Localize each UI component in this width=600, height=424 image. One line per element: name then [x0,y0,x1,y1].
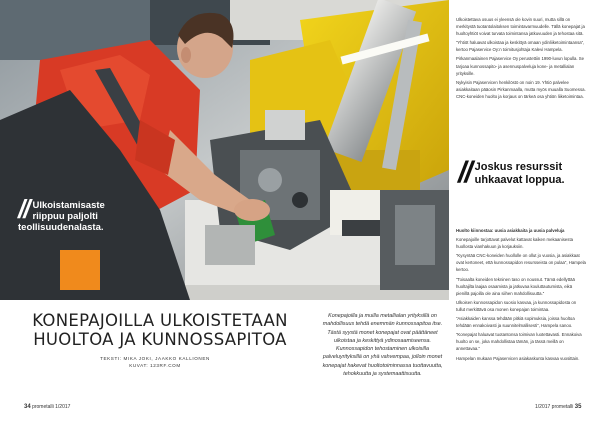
article-lead: Konepajoilla ja muilla metallialan yrityksillä on mahdollisuus tehdä enemmän kunnossapitoa itse. Tästä syystä monet konepajat ovat päättäneet ulkoistaa ja keskittyä ydinosaamiseensa. Kunnossapidon tehostaminen ulkoisilla palveluyrityksillä on yhä vahvempaa, jolloin monet konepajat hakevat huoltotoiminnassa tuottavuutta, tehokkuutta ja systemaattisuutta. [322,313,443,378]
footer-right [535,404,581,410]
paragraph: ”Kysyntää CNC-koneiden huollolle on ollut jo vuosia, ja asiakkaat ovat kertoneet, että kunnossapidon resursseista on pulaa”, Hampela kertoo. [456,253,586,273]
page-number: 35 [574,404,582,410]
paragraph: ”Yhtiöt haluavat ulkoistaa ja keskittyä omaan ydinliiketoimintaansa”, kertoo Pajaservice Oy:n toimitusjohtaja Kalevi Hampela. [456,40,585,53]
footer-left [24,404,70,410]
paragraph: ”Toisaalta koneiden tekninen taso on noussut. Tämä edellyttää huoltajilta laajaa osaamista ja jatkuvaa kouluttautumista, eikä pienillä pajoilla ole aina siihen mahdollisuutta.” [456,276,575,296]
article-credits [40,355,270,369]
paragraph: Ulkoistettava osuus ei yleensä ole kovin suuri, mutta sillä on merkitystä tuotantolaitoksen toimintavarmuudelle. Tällä konepajat ja huoltoyhtiöt voivat turvata toimintansa jatkuvuuden ja tehostaa sitä. [456,17,585,37]
magazine-name: 1/2017 prometalli [535,404,574,410]
subheading: Huolto kiinnostaa: uusia asiakkaita ja uusia palveluja [456,228,565,233]
paragraph: Konepajoille tarjottavat palvelut kattavat kaiken mekaanisesta huollosta vianhakuun ja korjauksiin. [456,237,574,250]
paragraph: ”Asiakkaiden kanssa tehdään pitkiä sopimuksia, joissa huoltoa tehdään ennakoivasti ja suunnitelmallisesti”, Hampela sanoo. [456,316,575,329]
paragraph: Pirkanmaalainen Pajaservice Oy perustettiin 1990-luvun lopulla. Se tarjoaa kunnossapito- ja asennuspalveluja kone- ja metallialan yrityksille. [456,56,585,76]
page-number: 34 [24,404,31,410]
pull-quote-right-text: Joskus resurssit uhkaavat loppua. [474,161,565,186]
paragraph: Ulkoisen kunnossapidon suosio kasvaa, ja kunnossapidosta on tullut merkittävä osa monen konepajan toimintaa. [456,299,577,312]
credits-photo: KUVAT: 123RF.COM [129,363,181,368]
article-headline: KONEPAJOILLA ULKOISTETAAN HUOLTOA JA KUNNOSSAPITOA [32,311,288,349]
magazine-name: prometalli 1/2017 [32,404,71,410]
quote-mark-icon: // [18,194,29,224]
body-column-top [456,16,586,102]
credits-text: TEKSTI: MIKA JOKI, JAAKKO KALLIONEN [100,356,210,361]
pull-quote-right [458,156,586,189]
paragraph: Nykyisin Pajaservicen henkilöstö on noin 19. Yhtiö palvelee asiakkaitaan pääosin Pirkanmaalla, mutta myös muualla Suomessa. CNC-koneiden huolto ja korjaus on tärkeä osa yhtiön liiketoimintaa. [456,79,586,99]
pull-quote-left [18,194,128,233]
quote-mark-icon: // [458,156,471,189]
paragraph: ”Konepajat haluavat tuotantonsa toimivan luotettavasti. Ennakoiva huolto on se, joka mahdollistaa tämän, ja tässä meillä on annettavaa.” [456,332,582,352]
body-column-bottom [456,227,586,364]
paragraph: Hampelan mukaan Pajaservicen asiakaskunta kasvaa vuosittain. [456,355,580,361]
pull-quote-left-text: Ulkoistamisaste riippuu paljolti teollisuudenalasta. [18,200,105,233]
